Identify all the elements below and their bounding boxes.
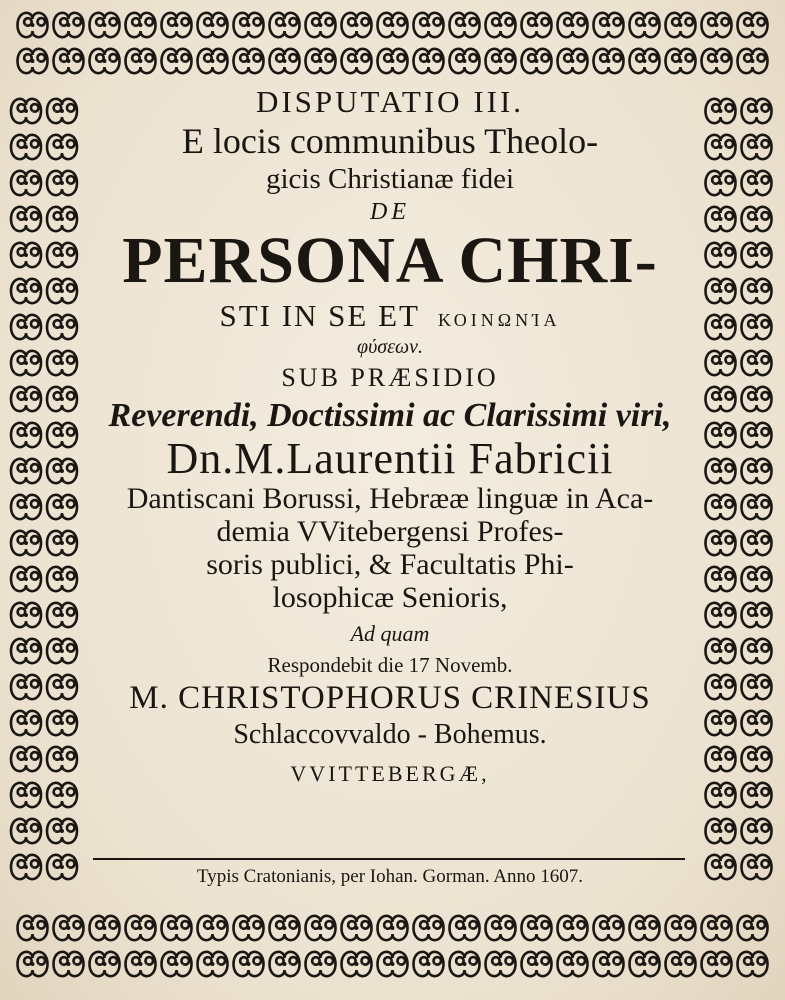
fleuron-center-dot xyxy=(319,23,323,27)
fleuron-center-dot xyxy=(715,23,719,27)
fleuron-center-dot xyxy=(715,926,719,930)
fleuron-center-dot xyxy=(571,59,575,63)
fleuron-center-dot xyxy=(571,926,575,930)
fleuron-center-dot xyxy=(103,23,107,27)
fleuron-center-dot xyxy=(755,361,759,365)
fleuron-center-dot xyxy=(247,59,251,63)
fleuron-center-dot xyxy=(283,23,287,27)
fleuron-center-dot xyxy=(24,577,28,581)
fleuron-center-dot xyxy=(499,23,503,27)
fleuron-center-dot xyxy=(755,433,759,437)
fleuron-center-dot xyxy=(427,23,431,27)
fleuron-center-dot xyxy=(24,325,28,329)
fleuron-center-dot xyxy=(24,829,28,833)
fleuron-center-dot xyxy=(60,397,64,401)
subject-line-2: gicis Christianæ fidei xyxy=(265,163,515,195)
fleuron-center-dot xyxy=(391,23,395,27)
fleuron-center-dot xyxy=(719,757,723,761)
fleuron-center-dot xyxy=(391,59,395,63)
fleuron-center-dot xyxy=(283,962,287,966)
fleuron-center-dot xyxy=(355,59,359,63)
fleuron-center-dot xyxy=(319,926,323,930)
fleuron-center-dot xyxy=(719,469,723,473)
fleuron-center-dot xyxy=(719,361,723,365)
fleuron-center-dot xyxy=(427,926,431,930)
fleuron-center-dot xyxy=(355,926,359,930)
place-of-printing: VVITTEBERGÆ, xyxy=(290,761,490,786)
fleuron-center-dot xyxy=(60,865,64,869)
fleuron-center-dot xyxy=(607,962,611,966)
fleuron-center-dot xyxy=(755,397,759,401)
subject-line-1: E locis communibus Theolo- xyxy=(181,121,599,161)
fleuron-center-dot xyxy=(24,397,28,401)
fleuron-center-dot xyxy=(24,361,28,365)
fleuron-center-dot xyxy=(719,217,723,221)
fleuron-center-dot xyxy=(571,962,575,966)
main-title-continued xyxy=(84,300,696,331)
title-text-block xyxy=(84,82,696,785)
fleuron-center-dot xyxy=(247,926,251,930)
fleuron-center-dot xyxy=(719,721,723,725)
fleuron-center-dot xyxy=(719,325,723,329)
fleuron-center-dot xyxy=(24,217,28,221)
fleuron-center-dot xyxy=(535,23,539,27)
honorific-line: Reverendi, Doctissimi ac Clarissimi viri, xyxy=(108,397,672,434)
ornamental-border-right xyxy=(700,80,777,898)
fleuron-center-dot xyxy=(391,926,395,930)
fleuron-border-right xyxy=(700,80,777,898)
fleuron-center-dot xyxy=(60,757,64,761)
fleuron-center-dot xyxy=(60,145,64,149)
fleuron-center-dot xyxy=(719,145,723,149)
fleuron-center-dot xyxy=(463,59,467,63)
fleuron-center-dot xyxy=(31,23,35,27)
fleuron-center-dot xyxy=(31,962,35,966)
fleuron-center-dot xyxy=(719,865,723,869)
fleuron-center-dot xyxy=(427,962,431,966)
fleuron-center-dot xyxy=(607,926,611,930)
fleuron-center-dot xyxy=(24,685,28,689)
fleuron-center-dot xyxy=(535,59,539,63)
fleuron-center-dot xyxy=(60,181,64,185)
praeses-description-3: soris publici, & Facultatis Phi- xyxy=(206,548,574,581)
ornamental-border-left xyxy=(8,80,80,898)
fleuron-center-dot xyxy=(247,962,251,966)
fleuron-center-dot xyxy=(719,181,723,185)
fleuron-center-dot xyxy=(319,962,323,966)
ornamental-border-bottom xyxy=(8,898,777,994)
fleuron-center-dot xyxy=(24,793,28,797)
fleuron-center-dot xyxy=(643,962,647,966)
fleuron-center-dot xyxy=(24,433,28,437)
fleuron-center-dot xyxy=(719,541,723,545)
fleuron-center-dot xyxy=(60,649,64,653)
fleuron-center-dot xyxy=(755,217,759,221)
fleuron-border-top xyxy=(8,6,777,80)
fleuron-center-dot xyxy=(755,685,759,689)
fleuron-center-dot xyxy=(499,926,503,930)
fleuron-center-dot xyxy=(755,649,759,653)
fleuron-center-dot xyxy=(463,926,467,930)
fleuron-center-dot xyxy=(751,962,755,966)
fleuron-center-dot xyxy=(139,23,143,27)
fleuron-center-dot xyxy=(60,253,64,257)
fleuron-center-dot xyxy=(679,59,683,63)
praeses-name: Dn.M.Laurentii Fabricii xyxy=(166,434,614,483)
fleuron-center-dot xyxy=(755,469,759,473)
fleuron-center-dot xyxy=(211,962,215,966)
fleuron-center-dot xyxy=(751,926,755,930)
fleuron-center-dot xyxy=(67,926,71,930)
fleuron-center-dot xyxy=(175,962,179,966)
fleuron-center-dot xyxy=(355,23,359,27)
fleuron-center-dot xyxy=(211,59,215,63)
fleuron-center-dot xyxy=(60,613,64,617)
fleuron-center-dot xyxy=(755,541,759,545)
fleuron-center-dot xyxy=(24,541,28,545)
fleuron-center-dot xyxy=(463,962,467,966)
fleuron-center-dot xyxy=(283,59,287,63)
fleuron-center-dot xyxy=(755,181,759,185)
fleuron-center-dot xyxy=(755,253,759,257)
fleuron-center-dot xyxy=(103,962,107,966)
fleuron-center-dot xyxy=(755,721,759,725)
fleuron-center-dot xyxy=(175,926,179,930)
fleuron-center-dot xyxy=(60,109,64,113)
fleuron-center-dot xyxy=(60,685,64,689)
sub-praesidio: SUB PRÆSIDIO xyxy=(281,363,499,392)
fleuron-center-dot xyxy=(24,721,28,725)
fleuron-center-dot xyxy=(463,23,467,27)
fleuron-center-dot xyxy=(751,59,755,63)
fleuron-center-dot xyxy=(755,325,759,329)
fleuron-center-dot xyxy=(755,577,759,581)
fleuron-center-dot xyxy=(719,433,723,437)
fleuron-center-dot xyxy=(319,59,323,63)
fleuron-center-dot xyxy=(643,23,647,27)
fleuron-center-dot xyxy=(60,505,64,509)
greek-physeon: φύσεων. xyxy=(357,336,423,358)
fleuron-center-dot xyxy=(211,23,215,27)
ornamental-border-top xyxy=(8,6,777,80)
disputation-number: DISPUTATIO III. xyxy=(255,84,525,119)
fleuron-center-dot xyxy=(60,433,64,437)
fleuron-center-dot xyxy=(60,577,64,581)
fleuron-center-dot xyxy=(60,361,64,365)
fleuron-center-dot xyxy=(24,649,28,653)
fleuron-center-dot xyxy=(60,541,64,545)
fleuron-center-dot xyxy=(719,109,723,113)
fleuron-center-dot xyxy=(643,926,647,930)
fleuron-center-dot xyxy=(24,109,28,113)
fleuron-center-dot xyxy=(755,757,759,761)
fleuron-center-dot xyxy=(499,59,503,63)
fleuron-center-dot xyxy=(31,926,35,930)
fleuron-center-dot xyxy=(355,962,359,966)
fleuron-center-dot xyxy=(719,685,723,689)
main-title: PERSONA CHRI- xyxy=(122,224,658,297)
fleuron-center-dot xyxy=(60,289,64,293)
fleuron-center-dot xyxy=(211,926,215,930)
fleuron-center-dot xyxy=(67,59,71,63)
fleuron-center-dot xyxy=(24,289,28,293)
fleuron-center-dot xyxy=(24,181,28,185)
fleuron-center-dot xyxy=(719,649,723,653)
fleuron-center-dot xyxy=(24,613,28,617)
fleuron-center-dot xyxy=(175,59,179,63)
fleuron-center-dot xyxy=(499,962,503,966)
fleuron-center-dot xyxy=(103,59,107,63)
praeses-description-2: demia VVitebergensi Profes- xyxy=(216,515,564,548)
fleuron-center-dot xyxy=(60,469,64,473)
fleuron-center-dot xyxy=(715,962,719,966)
fleuron-center-dot xyxy=(719,289,723,293)
fleuron-center-dot xyxy=(535,926,539,930)
fleuron-center-dot xyxy=(719,397,723,401)
respondent-name: M. CHRISTOPHORUS CRINESIUS xyxy=(129,680,651,716)
imprint-line: Typis Cratonianis, per Iohan. Gorman. Anno 1607. xyxy=(196,866,583,887)
fleuron-center-dot xyxy=(67,23,71,27)
fleuron-center-dot xyxy=(247,23,251,27)
fleuron-center-dot xyxy=(24,469,28,473)
fleuron-center-dot xyxy=(60,721,64,725)
fleuron-center-dot xyxy=(60,325,64,329)
fleuron-center-dot xyxy=(391,962,395,966)
praeses-description-4: losophicæ Senioris, xyxy=(272,581,508,614)
fleuron-center-dot xyxy=(755,793,759,797)
preposition-de: DE xyxy=(370,199,410,225)
fleuron-center-dot xyxy=(719,505,723,509)
fleuron-center-dot xyxy=(103,926,107,930)
fleuron-center-dot xyxy=(719,829,723,833)
fleuron-center-dot xyxy=(24,865,28,869)
fleuron-center-dot xyxy=(679,926,683,930)
fleuron-center-dot xyxy=(67,962,71,966)
fleuron-center-dot xyxy=(607,23,611,27)
fleuron-center-dot xyxy=(755,289,759,293)
fleuron-center-dot xyxy=(719,577,723,581)
fleuron-center-dot xyxy=(643,59,647,63)
fleuron-center-dot xyxy=(24,505,28,509)
fleuron-center-dot xyxy=(755,613,759,617)
fleuron-center-dot xyxy=(60,829,64,833)
fleuron-center-dot xyxy=(755,145,759,149)
fleuron-center-dot xyxy=(60,793,64,797)
fleuron-center-dot xyxy=(755,829,759,833)
fleuron-center-dot xyxy=(755,109,759,113)
fleuron-center-dot xyxy=(24,757,28,761)
fleuron-center-dot xyxy=(24,253,28,257)
fleuron-center-dot xyxy=(755,505,759,509)
fleuron-center-dot xyxy=(679,23,683,27)
fleuron-center-dot xyxy=(719,253,723,257)
fleuron-center-dot xyxy=(139,926,143,930)
fleuron-center-dot xyxy=(751,23,755,27)
fleuron-center-dot xyxy=(175,23,179,27)
fleuron-center-dot xyxy=(60,217,64,221)
imprint-rule xyxy=(93,858,685,860)
fleuron-border-left xyxy=(8,80,80,898)
fleuron-center-dot xyxy=(679,962,683,966)
respondent-origin: Schlaccovvaldo - Bohemus. xyxy=(233,719,547,750)
fleuron-center-dot xyxy=(31,59,35,63)
fleuron-center-dot xyxy=(719,613,723,617)
respondebit-date: Respondebit die 17 Novemb. xyxy=(267,653,513,677)
fleuron-center-dot xyxy=(571,23,575,27)
fleuron-center-dot xyxy=(607,59,611,63)
fleuron-center-dot xyxy=(719,793,723,797)
fleuron-center-dot xyxy=(139,962,143,966)
fleuron-center-dot xyxy=(755,865,759,869)
ad-quam: Ad quam xyxy=(350,621,430,646)
main-title-latin: STI IN SE ET xyxy=(219,298,420,333)
fleuron-center-dot xyxy=(715,59,719,63)
fleuron-border-bottom xyxy=(8,898,777,994)
fleuron-center-dot xyxy=(283,926,287,930)
fleuron-center-dot xyxy=(427,59,431,63)
main-title-greek: ΚΟΙΝΩΝΊΑ xyxy=(437,310,561,330)
praeses-description-1: Dantiscani Borussi, Hebrææ linguæ in Aca- xyxy=(126,482,654,515)
fleuron-center-dot xyxy=(24,145,28,149)
fleuron-center-dot xyxy=(139,59,143,63)
fleuron-center-dot xyxy=(535,962,539,966)
